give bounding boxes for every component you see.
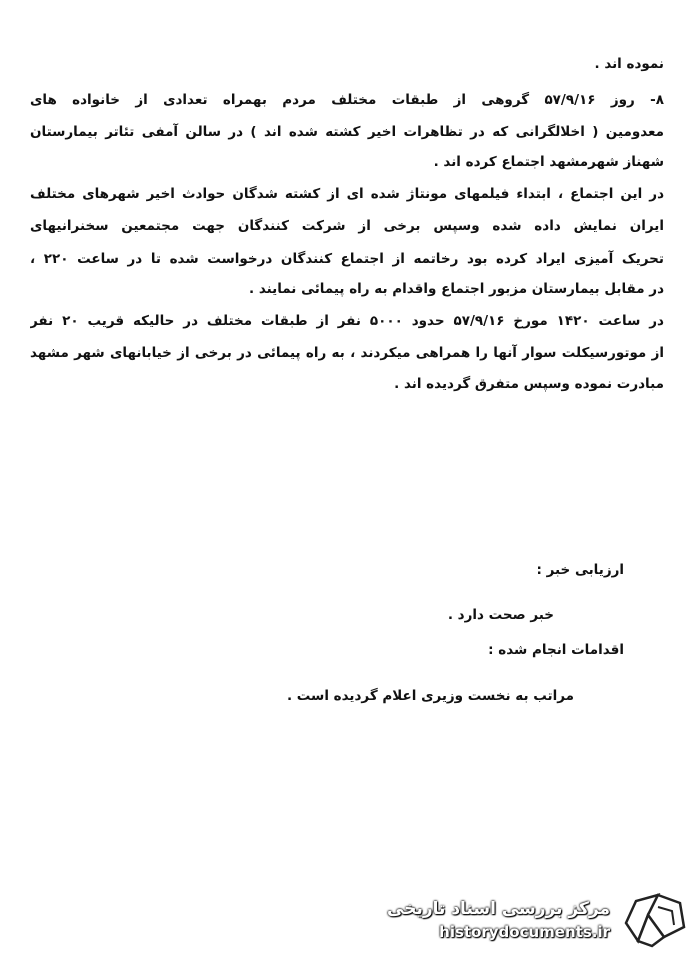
text-line-4: شهناز شهرمشهد اجتماع کرده اند . <box>433 154 664 170</box>
text-line-8: در مقابل بیمارستان مزبور اجتماع واقدام به راه پیمائی نمایند . <box>248 281 664 297</box>
text-line-3: معدومین ( اخلالگرانی که در تظاهرات اخیر کشته شده اند ) در سالن آمفی تئاتر بیمارستان <box>30 124 664 140</box>
text-line-10: از موتورسیکلت سوار آنها را همراهی میکردند ، به راه پیمائی در برخی از خیابانهای شهر مشهد <box>30 345 664 361</box>
actions-heading: اقدامات انجام شده : <box>488 642 624 658</box>
text-line-9: در ساعت ۱۴۲۰ مورخ ۵۷/۹/۱۶ حدود ۵۰۰۰ نفر از طبقات مختلف در حالیکه قریب ۲۰ نفر <box>30 313 664 329</box>
archive-logo-icon <box>618 893 690 948</box>
actions-text: مراتب به نخست وزیری اعلام گردیده است . <box>286 688 574 704</box>
text-line-1: نموده اند . <box>594 56 664 72</box>
text-line-2: ۸- روز ۵۷/۹/۱۶ گروهی از طبقات مختلف مردم بهمراه تعدادی از خانواده های <box>30 92 664 108</box>
evaluation-heading: ارزیابی خبر : <box>536 562 624 578</box>
archive-watermark <box>387 893 690 948</box>
text-line-11: مبادرت نموده وسپس متفرق گردیده اند . <box>394 376 664 392</box>
watermark-title: مرکز بررسی اسناد تاریخی <box>387 899 610 919</box>
text-line-5: در این اجتماع ، ابتداء فیلمهای مونتاژ شده ای از کشته شدگان حوادث اخیر شهرهای مختلف <box>30 186 664 202</box>
text-line-6: ایران نمایش داده شده وسپس برخی از شرکت کنندگان جهت مجتمعین سخنرانیهای <box>30 218 664 234</box>
watermark-url: historydocuments.ir <box>439 923 610 941</box>
text-line-7: تحریک آمیزی ایراد کرده بود رخاتمه از اجتماع کنندگان درخواست شده تا در ساعت ۲۲۰ ، <box>30 251 664 267</box>
evaluation-text: خبر صحت دارد . <box>447 607 554 623</box>
